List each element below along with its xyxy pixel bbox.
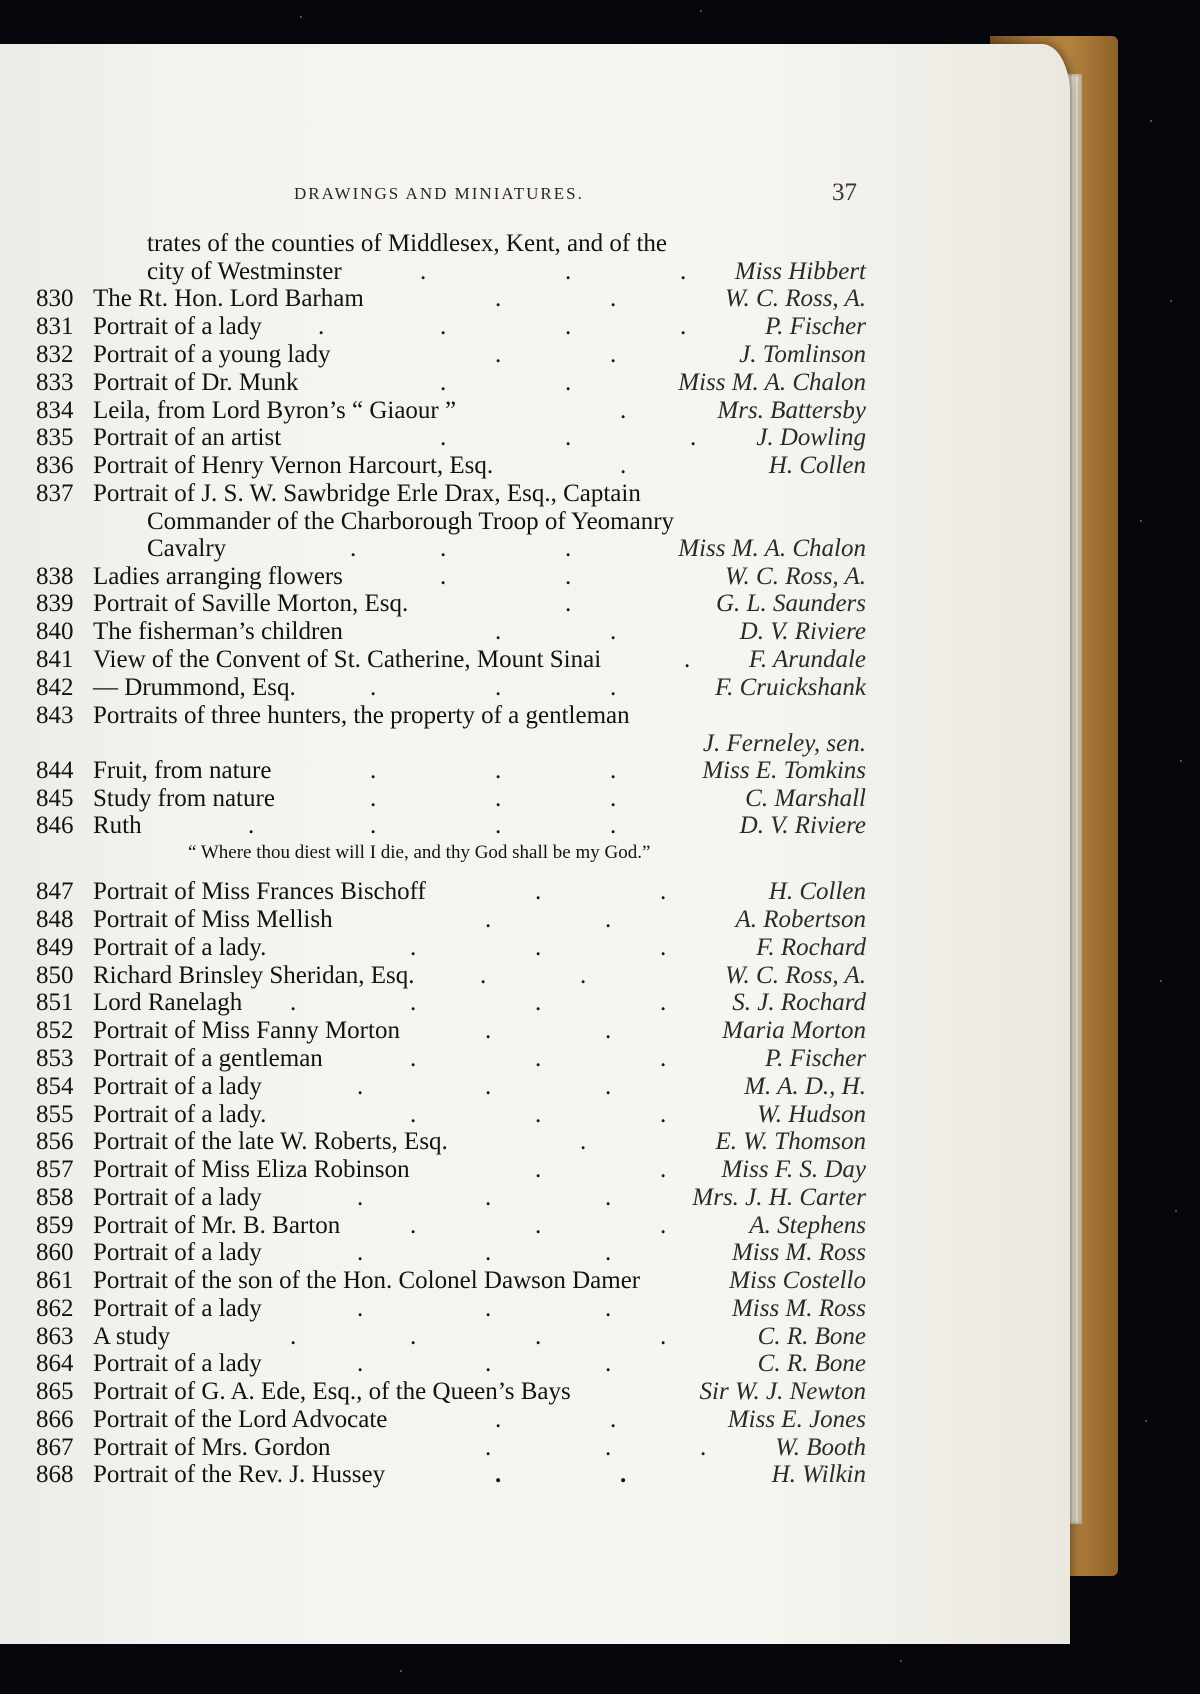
- entry-number: 843: [36, 702, 74, 729]
- entry-number: 858: [36, 1184, 74, 1211]
- entry-title: Portrait of a lady.: [93, 1101, 267, 1128]
- entry-number: 842: [36, 674, 74, 701]
- artist-name: F. Cruickshank: [715, 674, 866, 701]
- entry-title: Portrait of a lady: [93, 313, 262, 340]
- entry-number: 839: [36, 590, 74, 617]
- entry-number: 840: [36, 618, 74, 645]
- catalogue-entry: 855 Portrait of a lady. . . . W. Hudson: [36, 1101, 866, 1128]
- entry-title: Fruit, from nature: [93, 757, 272, 784]
- catalogue-entry: 867 Portrait of Mrs. Gordon . . . W. Booth: [36, 1434, 866, 1461]
- entry-title: Portrait of the Lord Advocate: [93, 1406, 388, 1433]
- entry-number: 859: [36, 1212, 74, 1239]
- entry-title: Richard Brinsley Sheridan, Esq.: [93, 962, 415, 989]
- entry-number: 836: [36, 452, 74, 479]
- entry-title: Portrait of the late W. Roberts, Esq.: [93, 1128, 448, 1155]
- entry-title: Portrait of a lady: [93, 1184, 262, 1211]
- entry-title: Portrait of a lady.: [93, 934, 267, 961]
- entry-number: 846: [36, 812, 74, 839]
- entry-title: Portrait of a young lady: [93, 341, 331, 368]
- artist-name: Miss M. Ross: [731, 1295, 866, 1322]
- catalogue-entry: 839 Portrait of Saville Morton, Esq. . G. L. Saunders: [36, 590, 866, 617]
- artist-name: Miss M. A. Chalon: [678, 535, 866, 562]
- catalogue-entry: 866 Portrait of the Lord Advocate . . Miss E. Jones: [36, 1406, 866, 1433]
- entry-number: 832: [36, 341, 74, 368]
- catalogue-entry: 849 Portrait of a lady. . . . F. Rochard: [36, 934, 866, 961]
- catalogue-entry: 853 Portrait of a gentleman . . . P. Fischer: [36, 1045, 866, 1072]
- artist-name: Mrs. Battersby: [717, 397, 866, 424]
- entry-title: Portrait of G. A. Ede, Esq., of the Queen’s Bays: [93, 1378, 571, 1405]
- catalogue-entry: 857 Portrait of Miss Eliza Robinson . . Miss F. S. Day: [36, 1156, 866, 1183]
- background-star: [900, 1660, 902, 1662]
- catalogue-entry: 850 Richard Brinsley Sheridan, Esq. . . W. C. Ross, A.: [36, 962, 866, 989]
- catalogue-entry-continuation: [0, 508, 1200, 536]
- entry-title: Portrait of a lady: [93, 1073, 262, 1100]
- continuation-line: [0, 230, 1200, 258]
- entry-title: Ladies arranging flowers: [93, 563, 343, 590]
- entry-title: Portrait of the Rev. J. Hussey: [93, 1461, 386, 1488]
- entry-title: Portrait of the son of the Hon. Colonel Dawson Damer: [93, 1267, 641, 1294]
- artist-name: G. L. Saunders: [715, 590, 866, 617]
- entry-title: Portrait of Mr. B. Barton: [93, 1212, 341, 1239]
- catalogue-entry: 848 Portrait of Miss Mellish . . A. Robertson: [36, 906, 866, 933]
- entry-number: 830: [36, 285, 74, 312]
- entry-number: 841: [36, 646, 74, 673]
- artist-name: H. Collen: [768, 452, 866, 479]
- entry-number: 854: [36, 1073, 74, 1100]
- background-star: [700, 10, 702, 12]
- artist-name: Miss M. A. Chalon: [678, 369, 866, 396]
- artist-name: Miss Hibbert: [734, 258, 866, 285]
- artist-name: J. Ferneley, sen.: [702, 730, 866, 757]
- entry-number: 864: [36, 1350, 74, 1377]
- catalogue-entry: 835 Portrait of an artist . . . J. Dowling: [36, 424, 866, 451]
- entry-number: 863: [36, 1323, 74, 1350]
- continuation-text: trates of the counties of Middlesex, Kent, and of the: [147, 230, 667, 257]
- entry-number: 838: [36, 563, 74, 590]
- catalogue-entry: 859 Portrait of Mr. B. Barton . . . A. Stephens: [36, 1212, 866, 1239]
- catalogue-entry: 858 Portrait of a lady . . . Mrs. J. H. Carter: [36, 1184, 866, 1211]
- artist-name: P. Fischer: [765, 313, 866, 340]
- entry-title: Portrait of a lady: [93, 1239, 262, 1266]
- catalogue-entry: 833 Portrait of Dr. Munk . . Miss M. A. Chalon: [36, 369, 866, 396]
- entry-title: Portrait of Miss Frances Bischoff: [93, 878, 426, 905]
- entry-number: 860: [36, 1239, 74, 1266]
- entry-title: Portrait of Miss Fanny Morton: [93, 1017, 400, 1044]
- entry-number: 867: [36, 1434, 74, 1461]
- entry-title: Portrait of a lady: [93, 1295, 262, 1322]
- entry-title: The fisherman’s children: [93, 618, 343, 645]
- entry-number: 849: [36, 934, 74, 961]
- entry-title: Ruth: [93, 812, 142, 839]
- artist-name: C. R. Bone: [757, 1323, 866, 1350]
- artist-name: F. Arundale: [748, 646, 866, 673]
- entry-title: View of the Convent of St. Catherine, Mount Sinai: [93, 646, 602, 673]
- catalogue-entry: 860 Portrait of a lady . . . Miss M. Ross: [36, 1239, 866, 1266]
- entry-title: Lord Ranelagh: [93, 989, 243, 1016]
- catalogue-entry: 863 A study . . . . C. R. Bone: [36, 1323, 866, 1350]
- entry-title: Portrait of J. S. W. Sawbridge Erle Drax, Esq., Captain: [93, 480, 641, 507]
- artist-name: H. Wilkin: [771, 1461, 866, 1488]
- catalogue-entry: 832 Portrait of a young lady . . J. Tomlinson: [36, 341, 866, 368]
- entry-number: 853: [36, 1045, 74, 1072]
- catalogue-entry: 852 Portrait of Miss Fanny Morton . . Maria Morton: [36, 1017, 866, 1044]
- artist-name: W. C. Ross, A.: [724, 962, 866, 989]
- entry-number: 862: [36, 1295, 74, 1322]
- entry-number: 861: [36, 1267, 74, 1294]
- catalogue-entry: [0, 480, 1200, 508]
- artist-name: Miss E. Tomkins: [702, 757, 866, 784]
- entry-title: Portrait of Saville Morton, Esq.: [93, 590, 409, 617]
- artist-name: J. Dowling: [756, 424, 866, 451]
- artist-name: D. V. Riviere: [739, 618, 866, 645]
- artist-name: W. C. Ross, A.: [724, 285, 866, 312]
- artist-name: Sir W. J. Newton: [699, 1378, 866, 1405]
- entry-number: 835: [36, 424, 74, 451]
- artist-name: D. V. Riviere: [739, 812, 866, 839]
- catalogue-entry: 844 Fruit, from nature . . . Miss E. Tomkins: [36, 757, 866, 784]
- background-star: [300, 16, 302, 18]
- artist-name: Miss Costello: [729, 1267, 866, 1294]
- entry-number: 850: [36, 962, 74, 989]
- entry-title: Portrait of Dr. Munk: [93, 369, 299, 396]
- catalogue-entry: 847 Portrait of Miss Frances Bischoff . . H. Collen: [36, 878, 866, 905]
- catalogue-entry: 831 Portrait of a lady . . . . P. Fischer: [36, 313, 866, 340]
- entry-title: — Drummond, Esq.: [93, 674, 296, 701]
- page-header: [0, 179, 1200, 208]
- catalogue-entry: 841 View of the Convent of St. Catherine, Mount Sinai . F. Arundale: [36, 646, 866, 673]
- entry-number: 855: [36, 1101, 74, 1128]
- entry-number: 866: [36, 1406, 74, 1433]
- page-number: 37: [832, 179, 857, 206]
- artist-name: W. Hudson: [757, 1101, 866, 1128]
- entry-number: 831: [36, 313, 74, 340]
- artist-name: F. Rochard: [756, 934, 866, 961]
- catalogue-entry: 851 Lord Ranelagh . . . . S. J. Rochard: [36, 989, 866, 1016]
- artist-name: W. C. Ross, A.: [724, 563, 866, 590]
- artist-name: C. R. Bone: [757, 1350, 866, 1377]
- entry-title-continued: Commander of the Charborough Troop of Yeomanry: [147, 508, 675, 535]
- entry-title: Portrait of a lady: [93, 1350, 262, 1377]
- catalogue-entry-continuation: Cavalry . . . Miss M. A. Chalon: [147, 535, 866, 562]
- artist-name: Miss M. Ross: [731, 1239, 866, 1266]
- continuation-text: city of Westminster: [147, 258, 342, 285]
- entry-number: 856: [36, 1128, 74, 1155]
- artist-name: Maria Morton: [722, 1017, 866, 1044]
- artist-name: A. Stephens: [749, 1212, 866, 1239]
- entry-number: 852: [36, 1017, 74, 1044]
- artist-name: J. Tomlinson: [739, 341, 866, 368]
- artist-name: Miss E. Jones: [727, 1406, 866, 1433]
- entry-number: 851: [36, 989, 74, 1016]
- artist-name: H. Collen: [768, 878, 866, 905]
- entry-number: 857: [36, 1156, 74, 1183]
- artist-name: S. J. Rochard: [732, 989, 866, 1016]
- entry-title: Portrait of a gentleman: [93, 1045, 323, 1072]
- catalogue-entry: 845 Study from nature . . . C. Marshall: [36, 785, 866, 812]
- artist-name: P. Fischer: [765, 1045, 866, 1072]
- catalogue-entry: 836 Portrait of Henry Vernon Harcourt, Esq. . H. Collen: [36, 452, 866, 479]
- entry-title: Portrait of Miss Eliza Robinson: [93, 1156, 410, 1183]
- entry-title-continued: Cavalry: [147, 535, 227, 562]
- entry-number: 847: [36, 878, 74, 905]
- entry-title: Leila, from Lord Byron’s “ Giaour ”: [93, 397, 457, 424]
- artist-name: C. Marshall: [745, 785, 866, 812]
- catalogue-entry: [0, 1378, 1200, 1406]
- entry-number: 844: [36, 757, 74, 784]
- catalogue-entry: 864 Portrait of a lady . . . C. R. Bone: [36, 1350, 866, 1377]
- catalogue-entry: 856 Portrait of the late W. Roberts, Esq. . E. W. Thomson: [36, 1128, 866, 1155]
- catalogue-entry: [0, 702, 1200, 730]
- entry-number: 865: [36, 1378, 74, 1405]
- artist-name: M. A. D., H.: [744, 1073, 866, 1100]
- catalogue-entry: 846 Ruth . . . . D. V. Riviere: [36, 812, 866, 839]
- entry-title: Portrait of Miss Mellish: [93, 906, 333, 933]
- running-title: DRAWINGS AND MINIATURES.: [294, 184, 584, 203]
- entry-title: The Rt. Hon. Lord Barham: [93, 285, 364, 312]
- catalogue-entry: 830 The Rt. Hon. Lord Barham . . W. C. Ross, A.: [36, 285, 866, 312]
- entry-title: Portrait of an artist: [93, 424, 282, 451]
- entry-title: Study from nature: [93, 785, 275, 812]
- catalogue-entry: 834 Leila, from Lord Byron’s “ Giaour ” . Mrs. Battersby: [36, 397, 866, 424]
- artist-name: Miss F. S. Day: [721, 1156, 866, 1183]
- catalogue-entry: 854 Portrait of a lady . . . M. A. D., H.: [36, 1073, 866, 1100]
- entry-number: 848: [36, 906, 74, 933]
- artist-name: E. W. Thomson: [715, 1128, 866, 1155]
- entry-number: 833: [36, 369, 74, 396]
- artist-name: W. Booth: [775, 1434, 866, 1461]
- entry-number: 834: [36, 397, 74, 424]
- catalogue-entry-continuation: [0, 730, 1200, 758]
- entry-number: 837: [36, 480, 74, 507]
- entry-title: Portrait of Henry Vernon Harcourt, Esq.: [93, 452, 494, 479]
- artist-name: A. Robertson: [735, 906, 866, 933]
- entry-title: Portrait of Mrs. Gordon: [93, 1434, 331, 1461]
- entry-title: A study: [93, 1323, 171, 1350]
- catalogue-entry: 840 The fisherman’s children . . D. V. Riviere: [36, 618, 866, 645]
- background-star: [400, 1670, 402, 1672]
- quote-text: “ Where thou diest will I die, and thy God shall be my God.”: [188, 842, 651, 863]
- background-star: [1150, 120, 1152, 122]
- catalogue-entry: 862 Portrait of a lady . . . Miss M. Ross: [36, 1295, 866, 1322]
- continuation-line: city of Westminster . . . Miss Hibbert: [147, 258, 866, 285]
- entry-number: 868: [36, 1461, 74, 1488]
- catalogue-entry: 838 Ladies arranging flowers . . W. C. Ross, A.: [36, 563, 866, 590]
- catalogue-entry: [0, 1267, 1200, 1295]
- entry-title: Portraits of three hunters, the property of a gentleman: [93, 702, 630, 729]
- catalogue-entry: 842 — Drummond, Esq. . . . F. Cruickshank: [36, 674, 866, 701]
- artist-name: Mrs. J. H. Carter: [692, 1184, 866, 1211]
- catalogue-entry: 868 Portrait of the Rev. J. Hussey . . H. Wilkin: [36, 1461, 866, 1488]
- entry-number: 845: [36, 785, 74, 812]
